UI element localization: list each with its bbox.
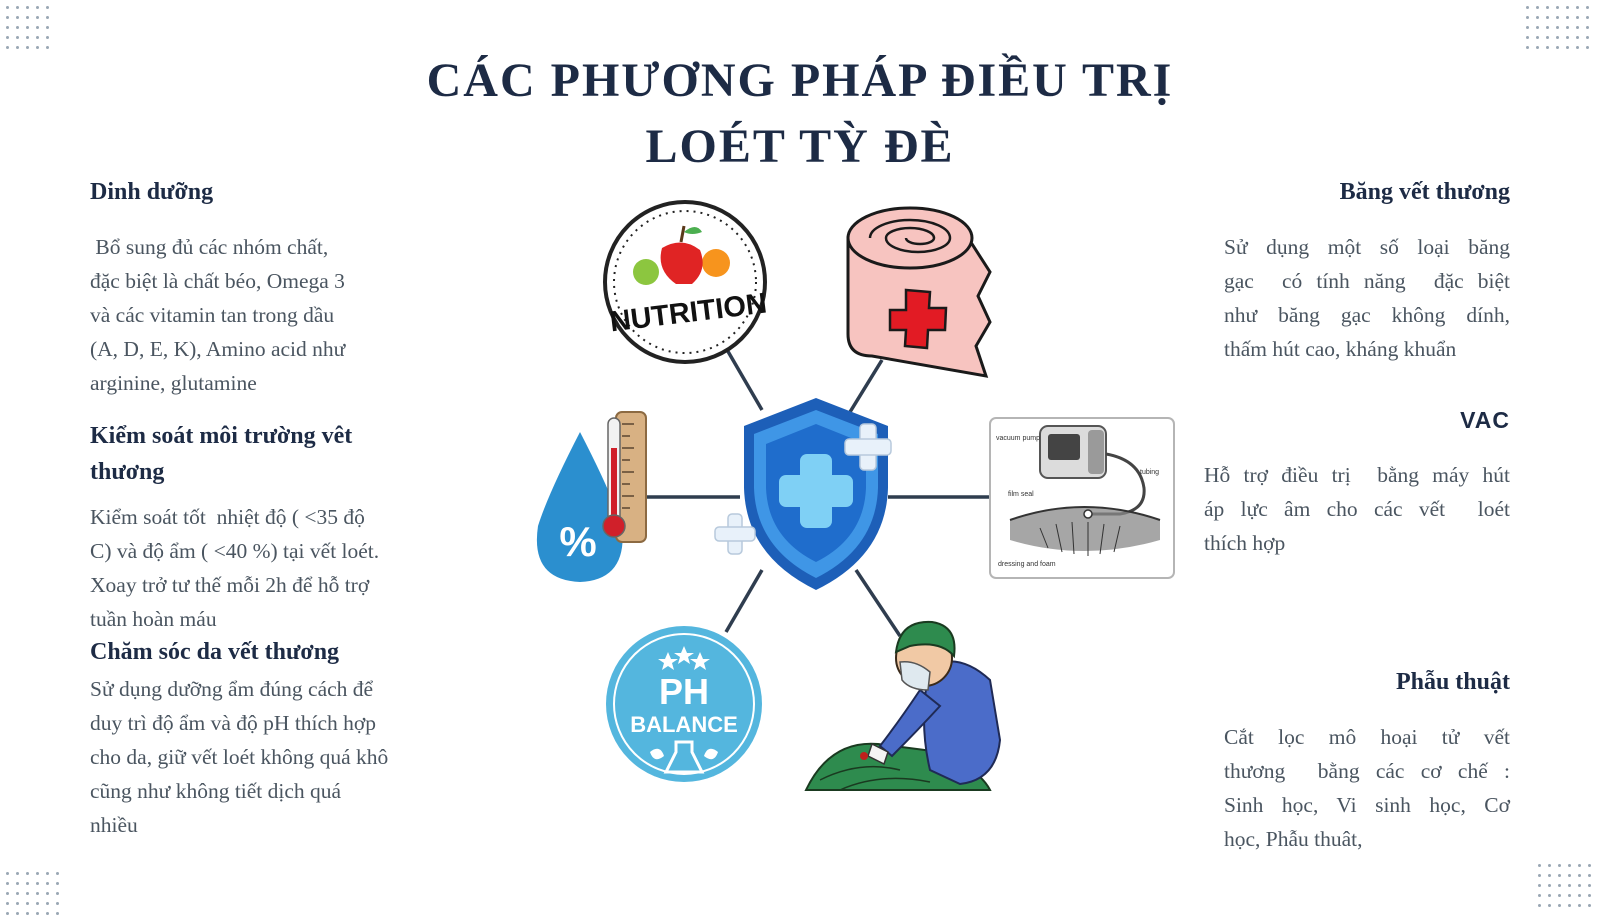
heading-nutrition: Dinh dưỡng xyxy=(90,179,214,205)
text-line: Cắt lọc mô hoại tử vết xyxy=(1224,725,1510,749)
heading-line: Kiểm soát môi trường vêt xyxy=(90,423,353,449)
text-line: thương bằng các cơ chế : xyxy=(1224,759,1510,783)
heading-bandage: Băng vết thương xyxy=(1339,179,1510,205)
dot xyxy=(1538,904,1541,907)
heading-surgery: Phẫu thuật xyxy=(1395,669,1510,695)
humidity-percent-symbol: % xyxy=(559,518,597,565)
humidity-thermometer-icon xyxy=(537,412,646,582)
text-line: và các vitamin tan trong dầu xyxy=(90,303,335,327)
text-line: Sử dụng một số loại băng xyxy=(1224,235,1510,259)
nutrition-badge-icon xyxy=(605,202,769,362)
dot xyxy=(1588,904,1591,907)
text-line: duy trì độ ẩm và độ pH thích hợp xyxy=(90,711,377,735)
nutrition-label: NUTRITION xyxy=(608,287,769,339)
vac-label-film: film seal xyxy=(1008,491,1034,498)
heading-vac: VAC xyxy=(1460,407,1510,433)
dot xyxy=(6,902,9,905)
text-line: đặc biệt là chất béo, Omega 3 xyxy=(90,269,345,293)
text-line: thích hợp xyxy=(1204,531,1286,555)
text-line: gạc có tính năng đặc biệt xyxy=(1224,269,1510,293)
title-line-1: CÁC PHƯƠNG PHÁP ĐIỀU TRỊ xyxy=(426,54,1174,107)
text-line: Sử dụng dưỡng ẩm đúng cách để xyxy=(90,677,374,701)
vac-label-dressing: dressing and foam xyxy=(998,561,1056,568)
shield-plus-icon xyxy=(715,398,891,590)
text-line: arginine, glutamine xyxy=(90,371,257,395)
text-line: Bổ sung đủ các nhóm chất, xyxy=(90,235,329,259)
text-line: học, Phẫu thuât, xyxy=(1224,827,1363,851)
text-line: Sinh học, Vi sinh học, Cơ xyxy=(1224,793,1510,817)
heading-skin-care: Chăm sóc da vết thương xyxy=(90,639,340,665)
text-line: (A, D, E, K), Amino acid như xyxy=(90,337,346,361)
title-line-2: LOÉT TỲ ĐÈ xyxy=(645,120,955,173)
text-line: C) và độ ẩm ( <40 %) tại vết loét. xyxy=(90,539,380,563)
text-line: Xoay trở tư thế mỗi 2h để hỗ trợ xyxy=(90,573,370,597)
dot xyxy=(16,902,19,905)
dot xyxy=(1578,904,1581,907)
dot xyxy=(1568,904,1571,907)
vac-label-tubing: tubing xyxy=(1140,469,1160,476)
ph-balance-icon xyxy=(606,626,762,782)
ph-label: PH xyxy=(658,671,710,712)
dot xyxy=(1558,904,1561,907)
text-line: như băng gạc không dính, xyxy=(1224,303,1510,327)
text-line: thấm hút cao, kháng khuẩn xyxy=(1224,337,1457,361)
text-line: áp lực âm cho các vết loét xyxy=(1204,497,1510,521)
surgeon-icon xyxy=(806,622,1000,790)
text-line: Kiểm soát tốt nhiệt độ ( <35 độ xyxy=(90,505,365,529)
vac-label-pump: vacuum pump xyxy=(996,435,1040,442)
dot xyxy=(1548,904,1551,907)
balance-label: BALANCE xyxy=(630,712,738,737)
dot xyxy=(46,902,49,905)
text-line: cũng như không tiết dịch quá xyxy=(90,779,342,803)
dot xyxy=(36,902,39,905)
text-line: tuần hoàn máu xyxy=(90,607,217,631)
text-line: cho da, giữ vết loét không quá khô xyxy=(90,745,389,769)
dot xyxy=(26,902,29,905)
heading-line: thương xyxy=(90,459,165,485)
text-line: nhiều xyxy=(90,813,138,837)
dot xyxy=(56,902,59,905)
vac-device-icon xyxy=(990,418,1174,578)
bandage-roll-icon xyxy=(848,208,990,376)
text-line: Hỗ trợ điều trị bằng máy hút xyxy=(1204,463,1510,487)
